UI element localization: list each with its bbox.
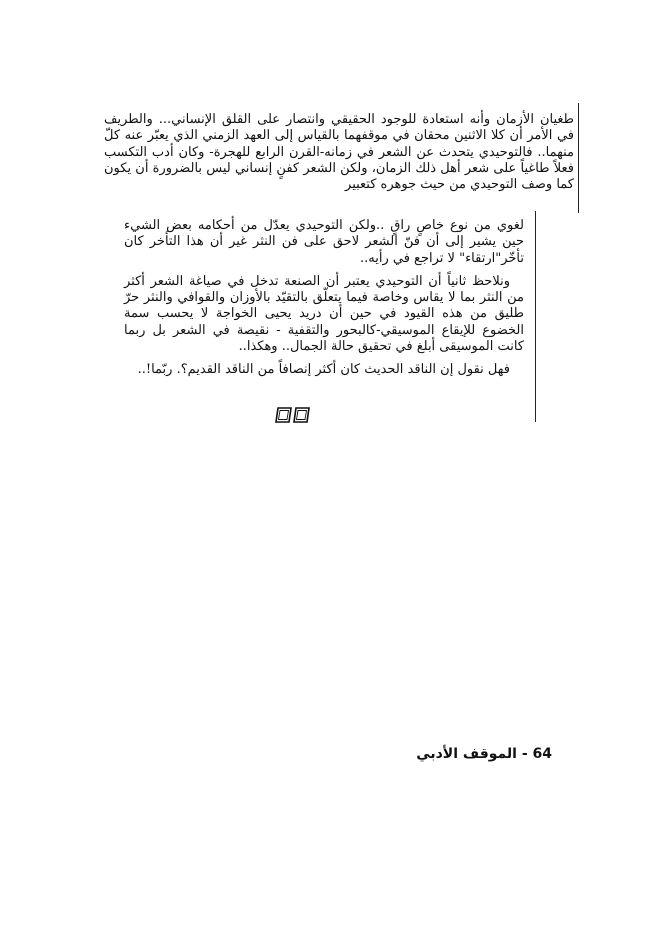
ornament-square-left — [276, 408, 291, 422]
top-text-block — [104, 112, 574, 193]
paragraph-1: لغوي من نوع خاصٍ راقٍ ..ولكن التوحيدي يعدّل من أحكامه بعض الشيء حين يشير إلى أن فنّ الشعر لاحق على فن النثر غير أن هذا التأخر كان تأخّر"ارتقاء" لا تراجع في رأيه.. — [124, 218, 524, 266]
ornament-square-right — [294, 408, 309, 422]
paragraph-3: فهل نقول إن الناقد الحديث كان أكثر إنصافاً من الناقد القديم؟. ربّما!.. — [137, 362, 510, 378]
paragraph-2: ونلاحظ ثانياً أن التوحيدي يعتبر أن الصنعة تدخل في صياغة الشعر أكثر من النثر بما لا يقاس وخاصة فيما يتعلّق بالتقيّد بالأوزان والقوافي والنثر حرّ طليق من هذه القيود في حين أن دريد يحيى الخواجة لا يحسب سمة الخضوع للإيقاع الموسيقي-كالبحور والتقفية - نقيصة في الشعر بل ربما كانت الموسيقى أبلغ في تحقيق حالة الجمال.. وهكذا.. — [124, 273, 524, 355]
double-square-ornament-icon — [274, 405, 314, 425]
main-text-block — [124, 218, 524, 379]
margin-rule-top — [578, 103, 579, 213]
margin-rule-main — [535, 211, 536, 422]
top-paragraph: طغيان الأزمان وأنه استعادة للوجود الحقيقي وانتصار على القلق الإنساني... والطريف في الأمر أن كلا الاثنين محقان في موقفهما بالقياس إلى العهد الزمني الذي يعبّر عنه كلّ منهما.. فالتوحيدي يتحدث عن الشعر في زمانه-القرن الرابع للهجرة- وكان أدب التكسب فعلاً طاغياً على شعر أهل ذلك الزمان، ولكن الشعر كفنٍ إنساني ليس بالضرورة أن يكون كما وصف التوحيدي من حيث جوهره كتعبير — [104, 112, 574, 193]
page-footer: 64 - الموقف الأدبي — [416, 746, 552, 762]
